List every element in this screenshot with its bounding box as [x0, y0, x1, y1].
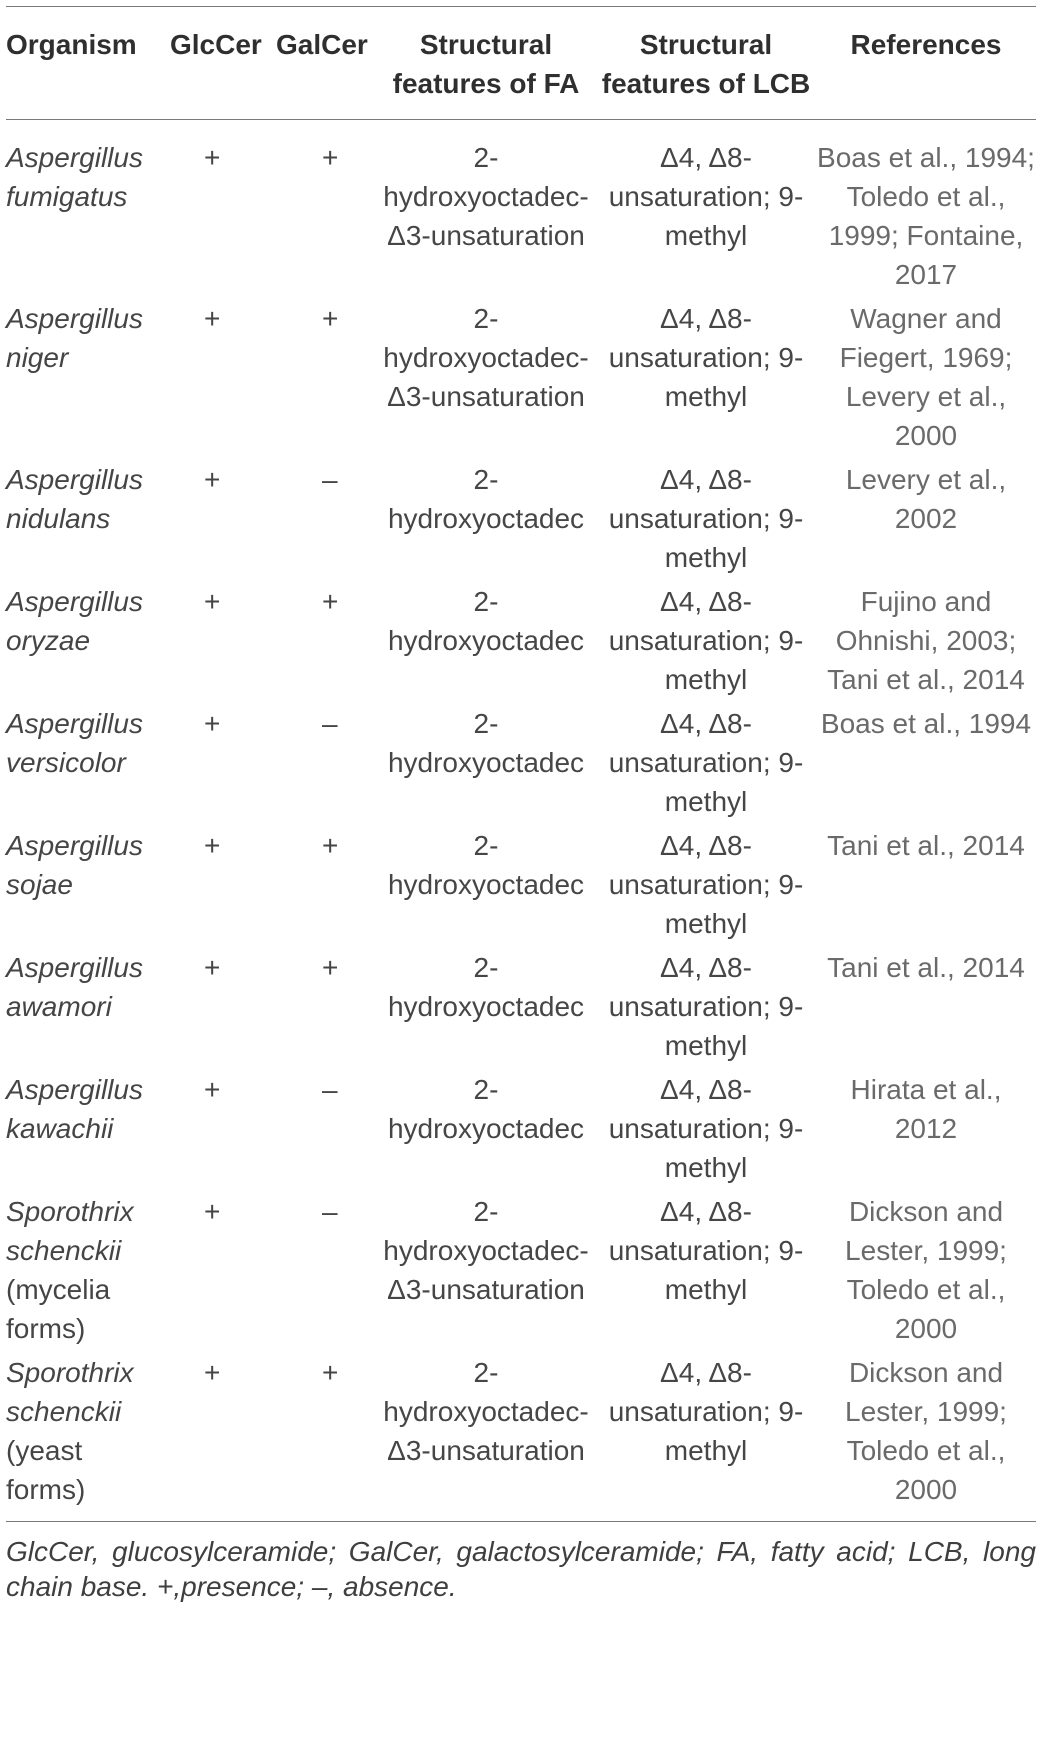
cell-lcb-features: [596, 299, 816, 460]
cell-galcer-text: +: [322, 586, 339, 617]
cell-organism: [6, 120, 156, 300]
cell-references-text: Levery et al., 2002: [845, 464, 1007, 534]
organism-cell-content: [6, 138, 150, 221]
organism-name: Aspergillus sojae: [6, 830, 143, 900]
cell-lcb-features-text: Δ4, Δ8-unsaturation; 9-methyl: [608, 586, 804, 695]
organism-cell-content: [6, 299, 150, 382]
cell-organism: [6, 704, 156, 826]
table-footer: [6, 1522, 1036, 1605]
cell-galcer-text: –: [322, 1196, 338, 1227]
cell-lcb-features: [596, 460, 816, 582]
data-table: [6, 6, 1036, 1604]
cell-glccer: [156, 460, 266, 582]
cell-references: [816, 120, 1036, 300]
table-row: [6, 460, 1036, 582]
cell-fa-features: [376, 299, 596, 460]
cell-references: [816, 460, 1036, 582]
cell-glccer-text: +: [204, 952, 221, 983]
cell-glccer: [156, 120, 266, 300]
table-row: [6, 1192, 1036, 1353]
cell-lcb-features-text: Δ4, Δ8-unsaturation; 9-methyl: [608, 830, 804, 939]
cell-lcb-features-text: Δ4, Δ8-unsaturation; 9-methyl: [608, 1074, 804, 1183]
cell-galcer-text: +: [322, 142, 339, 173]
organism-cell-content: [6, 460, 150, 543]
cell-lcb-features: [596, 120, 816, 300]
organism-cell-content: [6, 582, 150, 665]
cell-galcer: [266, 1353, 376, 1522]
cell-fa-features: [376, 1070, 596, 1192]
cell-references: [816, 299, 1036, 460]
cell-fa-features-text: 2-hydroxyoctadec-Δ3-unsaturation: [383, 1196, 589, 1305]
cell-fa-features-text: 2-hydroxyoctadec: [387, 464, 585, 534]
organism-form-note: (yeast forms): [6, 1435, 86, 1505]
cell-galcer-text: –: [322, 464, 338, 495]
cell-glccer-text: +: [204, 1074, 221, 1105]
organism-name: Aspergillus nidulans: [6, 464, 143, 534]
cell-references-text: Fujino and Ohnishi, 2003; Tani et al., 2014: [827, 586, 1025, 695]
table-footnote: GlcCer, glucosylceramide; GalCer, galactosylceramide; FA, fatty acid; LCB, long chain base. +,presence; –, absence.: [6, 1536, 1036, 1602]
cell-galcer: [266, 460, 376, 582]
organism-name: Aspergillus fumigatus: [6, 142, 143, 212]
table-row: [6, 1070, 1036, 1192]
table-row: [6, 704, 1036, 826]
cell-lcb-features: [596, 1070, 816, 1192]
organism-name: Aspergillus oryzae: [6, 586, 143, 656]
cell-lcb-features-text: Δ4, Δ8-unsaturation; 9-methyl: [608, 708, 804, 817]
cell-lcb-features-text: Δ4, Δ8-unsaturation; 9-methyl: [608, 1196, 804, 1305]
cell-references: [816, 948, 1036, 1070]
cell-glccer: [156, 704, 266, 826]
cell-galcer: [266, 582, 376, 704]
cell-galcer: [266, 704, 376, 826]
cell-organism: [6, 826, 156, 948]
cell-references-text: Dickson and Lester, 1999; Toledo et al., 2000: [845, 1357, 1007, 1505]
header-galcer: GalCer: [276, 29, 368, 60]
cell-glccer-text: +: [204, 830, 221, 861]
cell-references-text: Tani et al., 2014: [827, 830, 1025, 861]
cell-references-text: Wagner and Fiegert, 1969; Levery et al., 2000: [839, 303, 1013, 451]
cell-organism: [6, 948, 156, 1070]
organism-name: Sporothrix schenckii: [6, 1196, 134, 1266]
organism-name: Sporothrix schenckii: [6, 1357, 134, 1427]
cell-glccer: [156, 582, 266, 704]
cell-references: [816, 704, 1036, 826]
organism-name: Aspergillus niger: [6, 303, 143, 373]
cell-fa-features: [376, 582, 596, 704]
cell-organism: [6, 1070, 156, 1192]
cell-glccer: [156, 826, 266, 948]
cell-lcb-features: [596, 1192, 816, 1353]
cell-lcb-features: [596, 582, 816, 704]
cell-glccer: [156, 299, 266, 460]
table-row: [6, 582, 1036, 704]
cell-fa-features: [376, 826, 596, 948]
cell-lcb-features: [596, 704, 816, 826]
cell-references: [816, 582, 1036, 704]
organism-name: Aspergillus kawachii: [6, 1074, 143, 1144]
header-organism: Organism: [6, 29, 137, 60]
cell-galcer-text: +: [322, 830, 339, 861]
cell-lcb-features: [596, 948, 816, 1070]
cell-references-text: Tani et al., 2014: [827, 952, 1025, 983]
table-row: [6, 826, 1036, 948]
cell-galcer-text: +: [322, 952, 339, 983]
organism-form-note: (mycelia forms): [6, 1274, 111, 1344]
cell-lcb-features-text: Δ4, Δ8-unsaturation; 9-methyl: [608, 303, 804, 412]
cell-glccer: [156, 1070, 266, 1192]
cell-references-text: Boas et al., 1994; Toledo et al., 1999; Fontaine, 2017: [817, 142, 1035, 290]
table-header: [6, 7, 1036, 120]
header-fa-features: Structural features of FA: [392, 29, 580, 99]
cell-galcer-text: +: [322, 1357, 339, 1388]
cell-glccer-text: +: [204, 586, 221, 617]
cell-organism: [6, 460, 156, 582]
cell-references-text: Boas et al., 1994: [820, 708, 1032, 739]
cell-glccer-text: +: [204, 1357, 221, 1388]
cell-fa-features: [376, 1353, 596, 1522]
cell-glccer-text: +: [204, 142, 221, 173]
organism-cell-content: [6, 1192, 150, 1353]
cell-fa-features: [376, 1192, 596, 1353]
cell-lcb-features-text: Δ4, Δ8-unsaturation; 9-methyl: [608, 142, 804, 251]
cell-galcer: [266, 948, 376, 1070]
cell-galcer-text: –: [322, 708, 338, 739]
cell-fa-features-text: 2-hydroxyoctadec-Δ3-unsaturation: [383, 142, 589, 251]
organism-cell-content: [6, 1070, 150, 1153]
header-references: References: [850, 29, 1002, 60]
organism-cell-content: [6, 948, 150, 1031]
cell-references-text: Hirata et al., 2012: [850, 1074, 1002, 1144]
cell-glccer: [156, 1192, 266, 1353]
header-lcb-features: Structural features of LCB: [601, 29, 811, 99]
cell-organism: [6, 299, 156, 460]
cell-lcb-features: [596, 1353, 816, 1522]
cell-fa-features-text: 2-hydroxyoctadec: [387, 708, 585, 778]
cell-glccer: [156, 1353, 266, 1522]
cell-references: [816, 826, 1036, 948]
cell-lcb-features-text: Δ4, Δ8-unsaturation; 9-methyl: [608, 952, 804, 1061]
table-row: [6, 299, 1036, 460]
cell-lcb-features-text: Δ4, Δ8-unsaturation; 9-methyl: [608, 1357, 804, 1466]
cell-glccer-text: +: [204, 708, 221, 739]
cell-galcer: [266, 1070, 376, 1192]
table-row: [6, 948, 1036, 1070]
cell-galcer: [266, 299, 376, 460]
cell-organism: [6, 1353, 156, 1522]
cell-references: [816, 1070, 1036, 1192]
cell-glccer-text: +: [204, 1196, 221, 1227]
cell-fa-features: [376, 948, 596, 1070]
organism-name: Aspergillus awamori: [6, 952, 143, 1022]
cell-organism: [6, 582, 156, 704]
cell-galcer-text: +: [322, 303, 339, 334]
cell-glccer-text: +: [204, 303, 221, 334]
cell-fa-features-text: 2-hydroxyoctadec-Δ3-unsaturation: [383, 1357, 589, 1466]
cell-fa-features-text: 2-hydroxyoctadec: [387, 830, 585, 900]
organism-cell-content: [6, 704, 150, 787]
cell-references: [816, 1353, 1036, 1522]
cell-glccer-text: +: [204, 464, 221, 495]
table-row: [6, 120, 1036, 300]
footnote-row: [6, 1522, 1036, 1605]
table-row: [6, 1353, 1036, 1522]
cell-fa-features-text: 2-hydroxyoctadec: [387, 586, 585, 656]
cell-galcer-text: –: [322, 1074, 338, 1105]
cell-glccer: [156, 948, 266, 1070]
cell-references: [816, 1192, 1036, 1353]
organism-cell-content: [6, 1353, 150, 1521]
cell-fa-features: [376, 460, 596, 582]
organism-name: Aspergillus versicolor: [6, 708, 143, 778]
cell-fa-features-text: 2-hydroxyoctadec: [387, 1074, 585, 1144]
cell-references-text: Dickson and Lester, 1999; Toledo et al., 2000: [845, 1196, 1007, 1344]
cell-galcer: [266, 1192, 376, 1353]
header-row: [6, 7, 1036, 120]
cell-lcb-features-text: Δ4, Δ8-unsaturation; 9-methyl: [608, 464, 804, 573]
cell-fa-features-text: 2-hydroxyoctadec: [387, 952, 585, 1022]
table-body: [6, 120, 1036, 1522]
cell-lcb-features: [596, 826, 816, 948]
cell-galcer: [266, 826, 376, 948]
cell-fa-features-text: 2-hydroxyoctadec-Δ3-unsaturation: [383, 303, 589, 412]
cell-fa-features: [376, 120, 596, 300]
cell-galcer: [266, 120, 376, 300]
cell-organism: [6, 1192, 156, 1353]
header-glccer: GlcCer: [170, 29, 262, 60]
cell-fa-features: [376, 704, 596, 826]
organism-cell-content: [6, 826, 150, 909]
